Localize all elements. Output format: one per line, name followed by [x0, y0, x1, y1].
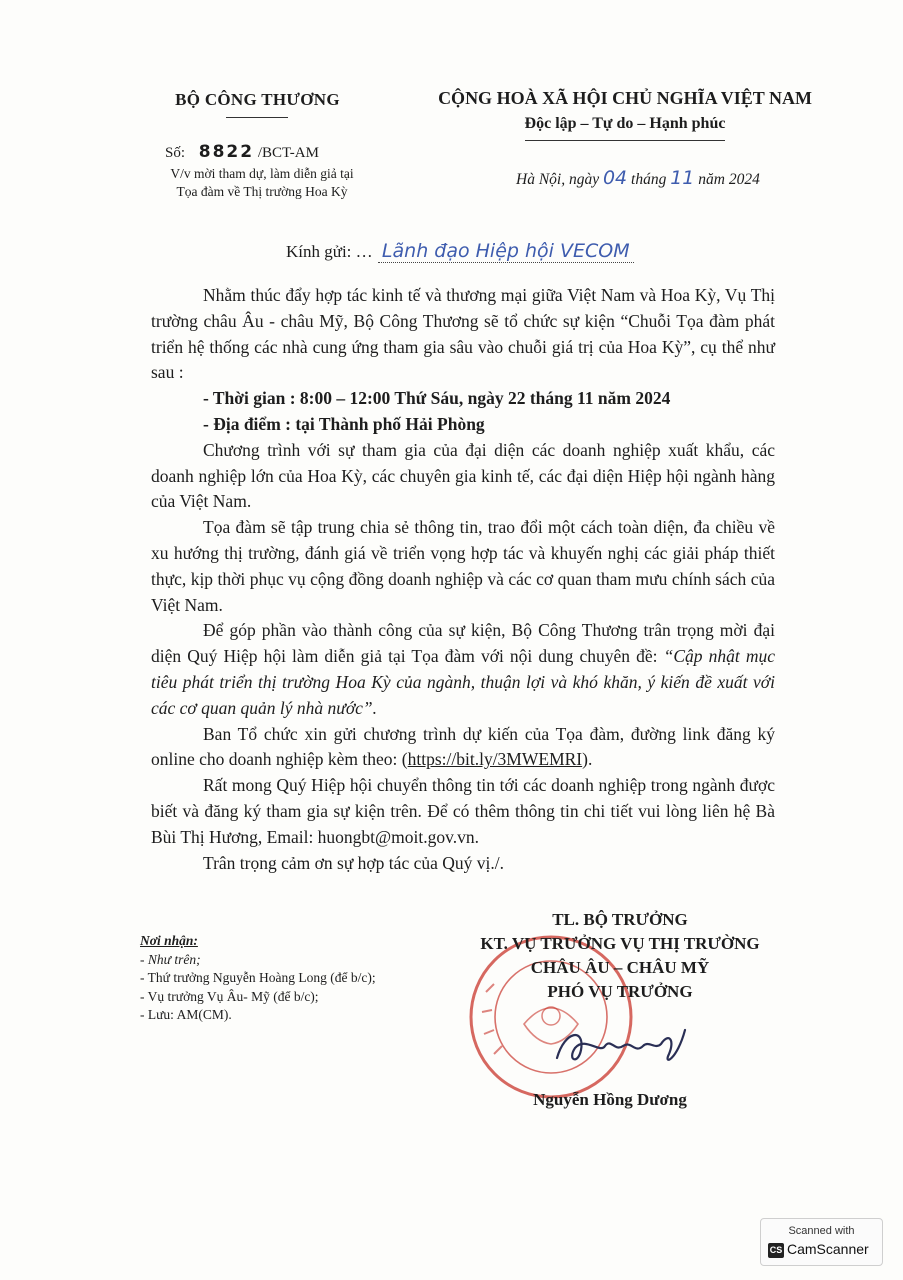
- paragraph-intro: Nhằm thúc đẩy hợp tác kinh tế và thương mại giữa Việt Nam và Hoa Kỳ, Vụ Thị trường châu Âu - châu Mỹ, Bộ Công Thương sẽ tổ chức sự kiện “Chuỗi Tọa đàm phát triển hệ thống các nhà cung ứng tham gia sâu vào chuỗi giá trị của Hoa Kỳ”, cụ thể như sau :: [151, 285, 775, 383]
- date-suffix: năm 2024: [698, 171, 760, 188]
- document-date: [516, 167, 760, 189]
- subject-line-2: Tọa đàm về Thị trường Hoa Kỳ: [176, 184, 348, 199]
- subject-line-1: V/v mời tham dự, làm diễn giả tại: [170, 166, 354, 181]
- paragraph-focus: Tọa đàm sẽ tập trung chia sẻ thông tin, trao đổi một cách toàn diện, đa chiều về xu hướng thị trường, đánh giá về triển vọng hợp tác và khuyến nghị các giải pháp thiết thực, kịp thời phục vụ cộng đồng doanh nghiệp và các cơ quan tham mưu chính sách của Việt Nam.: [151, 517, 775, 615]
- event-time: - Thời gian : 8:00 – 12:00 Thứ Sáu, ngày 22 tháng 11 năm 2024: [203, 388, 671, 409]
- invitation-text: Để góp phần vào thành công của sự kiện, Bộ Công Thương trân trọng mời đại diện Quý Hiệp hội làm diễn giả tại Tọa đàm với nội dung chuyên đề:: [151, 620, 775, 667]
- paragraph-registration: [151, 722, 775, 774]
- country-name: CỘNG HOÀ XÃ HỘI CHỦ NGHĨA VIỆT NAM: [438, 88, 812, 108]
- recipients-block: [140, 932, 380, 1025]
- addressee-line: [286, 240, 634, 262]
- recipient-item: - Thứ trưởng Nguyễn Hoàng Long (để b/c);: [140, 970, 376, 985]
- signer-name: Nguyễn Hồng Dương: [533, 1090, 687, 1109]
- doc-no-value: 8822: [198, 142, 255, 162]
- subject-block: [152, 165, 372, 201]
- doc-no-suffix: /BCT-AM: [257, 145, 319, 161]
- invitation-topic: “Cập nhật mục tiêu phát triển thị trường Hoa Kỳ của ngành, thuận lợi và khó khăn, ý kiến đề xuất với các cơ quan quản lý nhà nước”.: [151, 646, 775, 718]
- motto-underline: [525, 140, 725, 141]
- recipient-item: - Lưu: AM(CM).: [140, 1007, 232, 1022]
- signer-authority-1: TL. BỘ TRƯỞNG: [552, 910, 688, 929]
- ministry-name: BỘ CÔNG THƯƠNG: [175, 90, 340, 109]
- recipient-item: - Vụ trưởng Vụ Âu- Mỹ (để b/c);: [140, 988, 319, 1004]
- registration-end: ).: [582, 749, 593, 770]
- document-number: [165, 142, 319, 162]
- date-month: 11: [670, 167, 695, 189]
- date-day: 04: [602, 167, 628, 189]
- camscanner-logo-icon: CS: [768, 1243, 784, 1258]
- camscanner-brand: CamScanner: [787, 1241, 869, 1257]
- registration-text: Ban Tổ chức xin gửi chương trình dự kiến của Tọa đàm, đường link đăng ký online cho doanh nghiệp kèm theo: (: [151, 723, 775, 770]
- signer-authority-3: CHÂU ÂU – CHÂU MỸ: [530, 958, 710, 977]
- registration-link[interactable]: https://bit.ly/3MWEMRI: [407, 749, 583, 770]
- addressee-label: Kính gửi:: [286, 242, 352, 261]
- recipients-title: Nơi nhận:: [140, 933, 198, 948]
- camscanner-watermark: [760, 1218, 883, 1266]
- signer-title: PHÓ VỤ TRƯỞNG: [547, 982, 693, 1001]
- signer-authority-2: KT. VỤ TRƯỞNG VỤ THỊ TRƯỜNG: [480, 934, 760, 953]
- scanned-with-label: Scanned with: [788, 1225, 855, 1237]
- paragraph-contact: Rất mong Quý Hiệp hội chuyển thông tin tới các doanh nghiệp trong ngành được biết và đăng ký tham gia sự kiện trên. Để có thêm thông tin chi tiết vui lòng liên hệ Bà Bùi Thị Hương, Email: huongbt@moit.gov.vn.: [151, 775, 775, 847]
- addressee-name: Lãnh đạo Hiệp hội VECOM: [378, 240, 634, 263]
- addressee-dots: …: [355, 242, 374, 261]
- handwritten-signature-icon: [545, 1010, 695, 1080]
- paragraph-participants: Chương trình với sự tham gia của đại diện các doanh nghiệp xuất khẩu, các doanh nghiệp lớn của Hoa Kỳ, các chuyên gia kinh tế, các đại diện Hiệp hội ngành hàng của Việt Nam.: [151, 439, 775, 512]
- event-place: - Địa điểm : tại Thành phố Hải Phòng: [203, 413, 485, 434]
- date-prefix: Hà Nội, ngày: [516, 171, 600, 188]
- national-motto: Độc lập – Tự do – Hạnh phúc: [524, 115, 726, 132]
- ministry-underline: [226, 117, 288, 118]
- date-month-label: tháng: [631, 171, 667, 188]
- recipient-item: - Như trên;: [140, 951, 201, 967]
- letter-body: [151, 283, 775, 876]
- signature-block: [440, 908, 800, 1004]
- doc-no-label: Số:: [165, 145, 186, 161]
- paragraph-thanks: Trân trọng cảm ơn sự hợp tác của Quý vị./.: [203, 852, 504, 873]
- paragraph-invitation: [151, 618, 775, 721]
